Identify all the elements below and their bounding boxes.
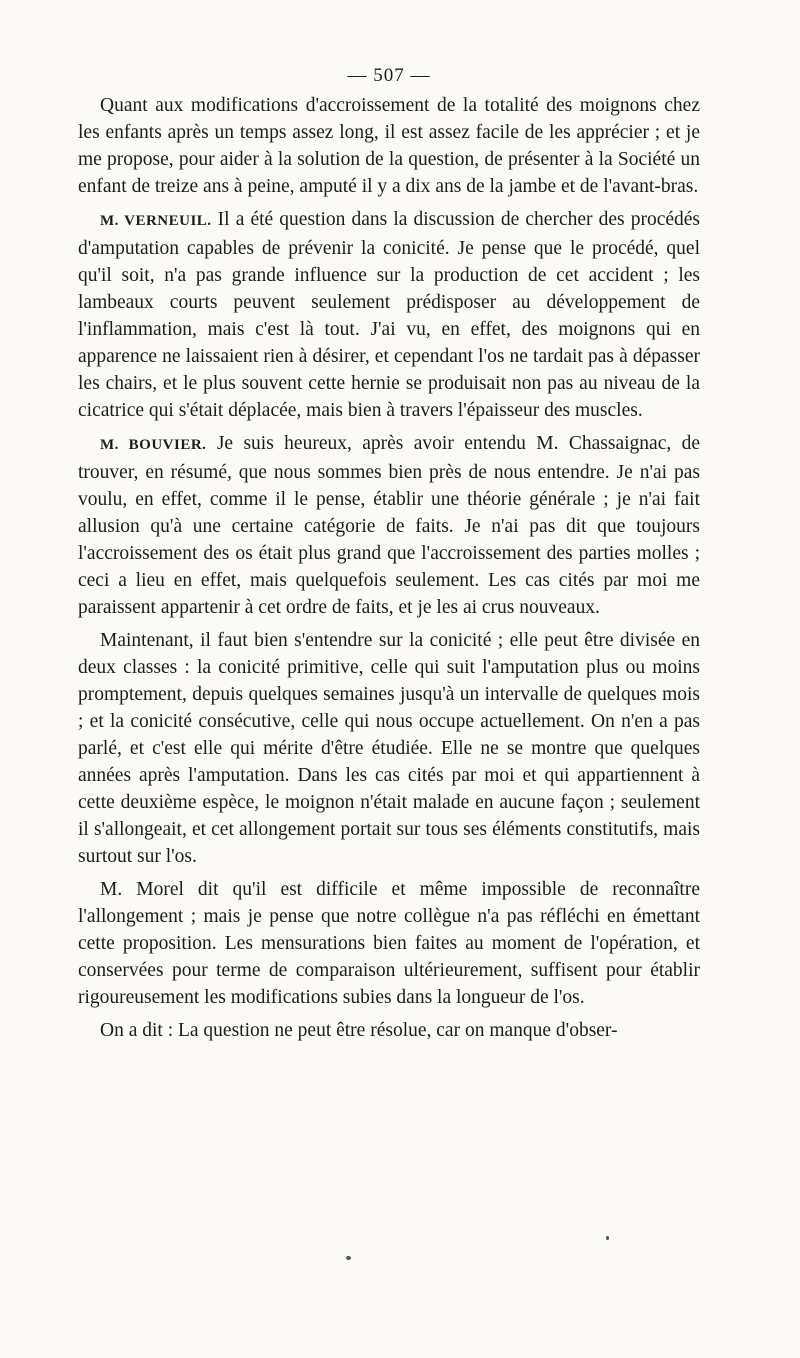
paragraph-text: Quant aux modifications d'accroissement de la totalité des moignons chez les enfants après un temps assez long, il est assez facile de les apprécier ; et je me propose, pour aider à la solution de la question, de présenter à la Société un enfant de treize ans à peine, amputé il y a dix ans de la jambe et de l'avant-bras. (78, 95, 700, 197)
print-speck (346, 1256, 351, 1260)
page-content (78, 62, 700, 1050)
paragraph-text: M. Morel dit qu'il est difficile et même impossible de reconnaître l'allongement ; mais je pense que notre collègue n'a pas réfléchi en émettant cette proposition. Les mensurations bien faites au moment de l'opération, et conservées pour terme de comparaison ultérieurement, suffisent pour établir rigoureusement les modifications subies dans la longueur de l'os. (78, 879, 700, 1008)
paragraph-text: Maintenant, il faut bien s'entendre sur la conicité ; elle peut être divisée en deux classes : la conicité primitive, celle qui suit l'amputation plus ou moins promptement, depuis quelques semaines jusqu'à un intervalle de quelques mois ; et la conicité consécutive, celle qui nous occupe actuellement. On n'en a pas parlé, et c'est elle qui mérite d'être étudiée. Elle ne se montre que quelques années après l'amputation. Dans les cas cités par moi et qui appartiennent à cette deuxième espèce, le moignon n'était malade en aucune façon ; seulement il s'allongeait, et cet allongement portait sur tous ses éléments constitutifs, mais surtout sur l'os. (78, 630, 700, 867)
print-speck (606, 1236, 609, 1240)
paragraph-text: Je suis heureux, après avoir entendu M. Chassaignac, de trouver, en résumé, que nous sommes bien près de nous entendre. Je n'ai pas voulu, en effet, comme il le pense, établir une théorie générale ; je n'ai fait allusion qu'à une certaine catégorie de faits. Je n'ai pas dit que toujours l'accroissement des os était plus grand que l'accroissement des parties molles ; ceci a lieu en effet, mais quelquefois seulement. Les cas cités par moi me paraissent appartenir à cet ordre de faits, et je les ai crus nouveaux. (78, 433, 701, 618)
paragraph-2 (78, 206, 700, 424)
speaker-name: M. BOUVIER. (100, 437, 207, 453)
speaker-name: M. VERNEUIL. (100, 213, 212, 229)
paragraph-4 (78, 627, 700, 870)
paragraph-3 (78, 430, 700, 621)
page-number: — 507 — (347, 65, 431, 86)
paragraph-1 (78, 92, 700, 200)
paragraph-text: Il a été question dans la discussion de chercher des procédés d'amputation capables de prévenir la conicité. Je pense que le procédé, quel qu'il soit, n'a pas grande influence sur la production de cet accident ; les lambeaux courts peuvent seulement prédisposer au développement de l'inflammation, mais c'est là tout. J'ai vu, en effet, des moignons qui en apparence ne laissaient rien à désirer, et cependant l'os ne tardait pas à dépasser les chairs, et le plus souvent cette hernie se produisait non pas au niveau de la cicatrice qui s'était déplacée, mais bien à travers l'épaisseur des muscles. (78, 209, 701, 421)
paragraph-5 (78, 876, 700, 1011)
paragraph-6 (78, 1017, 700, 1044)
paragraph-text: On a dit : La question ne peut être résolue, car on manque d'obser- (100, 1020, 618, 1041)
